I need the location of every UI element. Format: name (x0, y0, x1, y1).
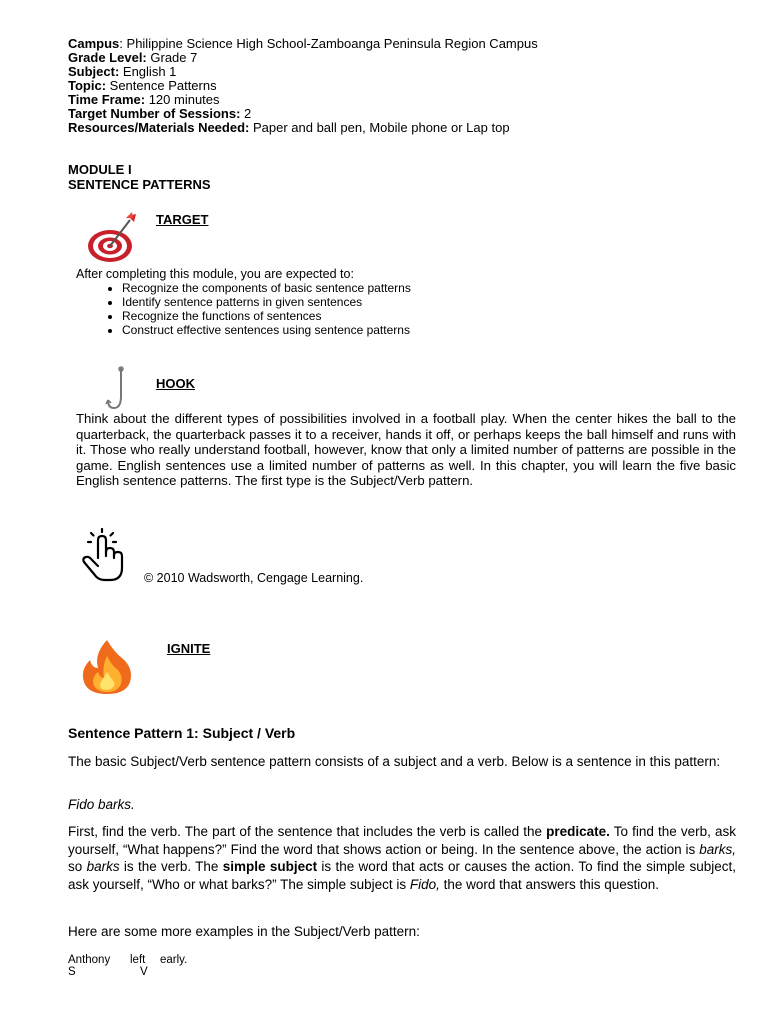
time-row (68, 93, 538, 107)
p2-barks-1: barks, (699, 841, 736, 857)
example-2-verb: left (130, 954, 146, 966)
fish-hook-icon (104, 366, 132, 412)
ignite-label: IGNITE (167, 641, 211, 656)
hook-paragraph: Think about the different types of possibilities involved in a football play. When the center hikes the ball to the quarterback, the quarterback passes it to a receiver, hands it off, or perhaps keeps the ball himself and runs with it. Those who really understand football, however, know that only a limited number of patterns are possible in the game. English sentences use a limited number of patterns as well. In this chapter, you will learn the five basic English sentence patterns. The first type is the Subject/Verb pattern. (76, 411, 736, 488)
time-label: Time Frame: (68, 92, 146, 107)
hook-label: HOOK (156, 376, 195, 391)
topic-row (68, 79, 538, 93)
subject-value: English 1 (119, 64, 177, 79)
example-2-subject: Anthony (68, 954, 111, 966)
example-sentence-text: Fido barks. (68, 797, 135, 812)
p2-text-b: To find the verb, ask yourself, “What happens?” Find the word that shows action or being. In the sentence above, the action is (68, 824, 736, 857)
p2-text-e: is the word that acts or causes the action. To find the simple subject, ask yourself, “Who or what barks?” The simple subject is (68, 859, 736, 892)
example-sentence (68, 796, 736, 814)
campus-row (68, 37, 538, 51)
pattern1-paragraph-3: Here are some more examples in the Subject/Verb pattern: (68, 924, 420, 939)
module-number: MODULE I (68, 162, 132, 177)
list-item: • Recognize the components of basic sentence patterns (122, 281, 542, 295)
time-value: 120 minutes (145, 92, 220, 107)
p2-simple-subject: simple subject (222, 859, 318, 874)
grade-value: Grade 7 (146, 50, 198, 65)
resources-label: Resources/Materials Needed: (68, 120, 250, 135)
resources-value: Paper and ball pen, Mobile phone or Lap top (249, 120, 510, 135)
module-title: SENTENCE PATTERNS (68, 177, 211, 192)
p2-text-f: the word that answers this question. (439, 876, 660, 892)
subject-label: Subject: (68, 64, 120, 79)
example-2-rest: early. (160, 954, 188, 966)
fire-icon (76, 638, 138, 696)
subject-row (68, 65, 538, 79)
list-item: • Recognize the functions of sentences (122, 309, 542, 323)
grade-label: Grade Level: (68, 50, 147, 65)
p2-text-c: so (68, 859, 87, 874)
target-dart-icon (84, 210, 148, 266)
module-heading (68, 162, 211, 192)
p2-text-d: is the verb. The (119, 859, 223, 874)
resources-row (68, 121, 538, 135)
list-item: • Identify sentence patterns in given sentences (122, 295, 542, 309)
sessions-row (68, 107, 538, 121)
example-2-subject-tag: S (68, 966, 76, 978)
copyright-text: © 2010 Wadsworth, Cengage Learning. (144, 571, 364, 585)
pattern1-paragraph-1: The basic Subject/Verb sentence pattern consists of a subject and a verb. Below is a sentence in this pattern: (68, 754, 721, 769)
p2-predicate: predicate. (546, 824, 610, 839)
topic-value: Sentence Patterns (106, 78, 217, 93)
topic-label: Topic: (68, 78, 107, 93)
p2-text-a: First, find the verb. The part of the sentence that includes the verb is called the (68, 824, 547, 839)
tap-hand-icon (76, 528, 132, 584)
target-label: TARGET (156, 212, 209, 227)
p2-barks-2: barks (86, 859, 120, 874)
campus-label: Campus (68, 36, 120, 51)
example-2-verb-tag: V (140, 966, 148, 978)
pattern1-paragraph-2 (68, 823, 736, 893)
objectives-list (76, 281, 542, 337)
pattern1-heading: Sentence Pattern 1: Subject / Verb (68, 725, 296, 741)
grade-row (68, 51, 538, 65)
p2-fido: Fido, (409, 876, 440, 892)
document-header (68, 37, 538, 135)
target-intro: After completing this module, you are expected to: (76, 267, 354, 281)
list-item: • Construct effective sentences using sentence patterns (122, 323, 542, 337)
campus-value: : Philippine Science High School-Zamboanga Peninsula Region Campus (119, 36, 538, 51)
sessions-value: 2 (240, 106, 252, 121)
sessions-label: Target Number of Sessions: (68, 106, 241, 121)
